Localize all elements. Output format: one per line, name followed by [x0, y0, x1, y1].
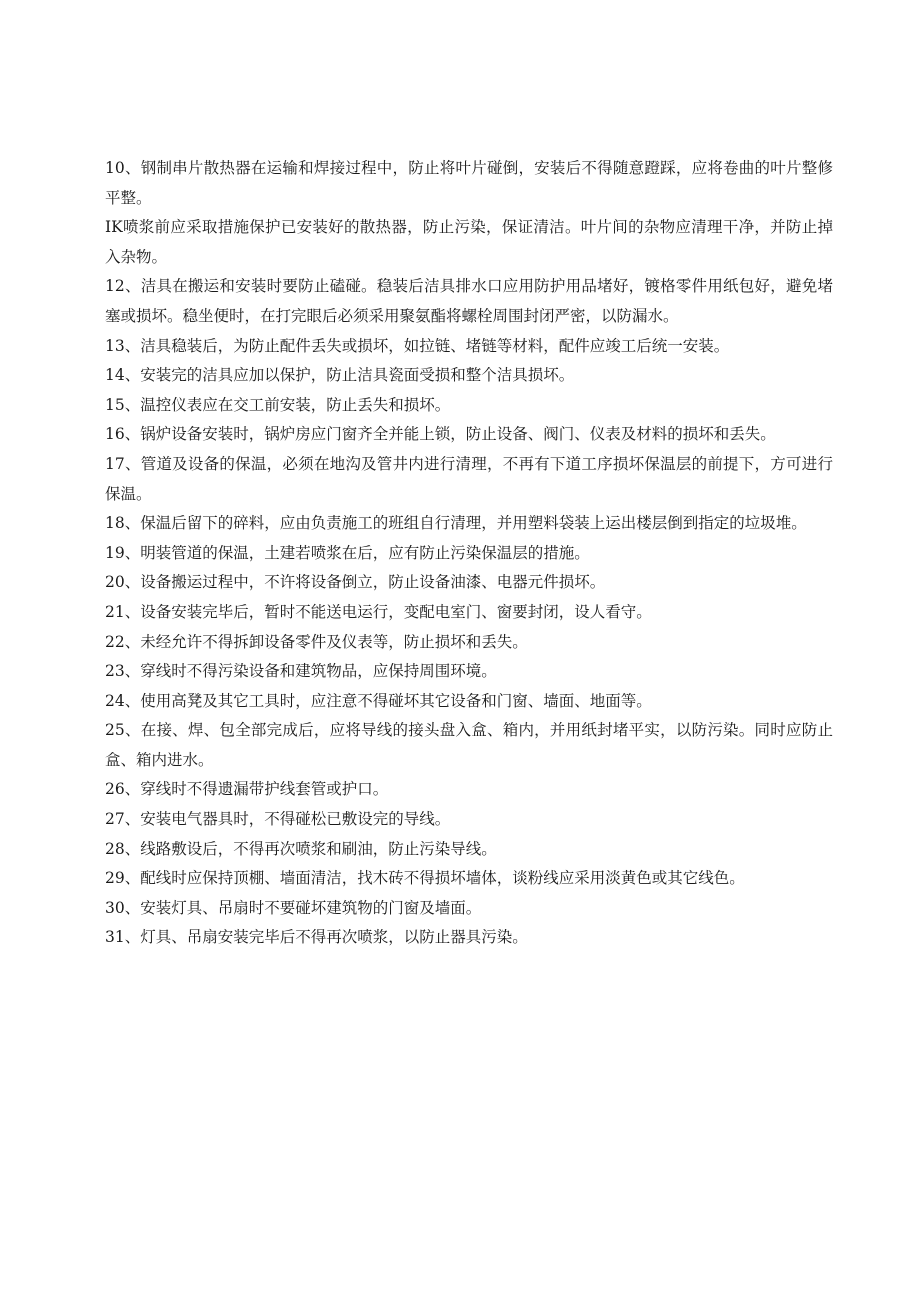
- paragraph-item-18: 18、保温后留下的碎料，应由负责施工的班组自行清理，并用塑料袋装上运出楼层倒到指定的垃圾堆。: [105, 514, 807, 533]
- paragraph-item-10: 10、钢制串片散热器在运输和焊接过程中，防止将叶片碰倒，安装后不得随意蹬踩，应将卷曲的叶片整修平整。: [105, 159, 833, 207]
- paragraph-item-30: 30、安装灯具、吊扇时不要碰坏建筑物的门窗及墙面。: [105, 898, 482, 917]
- document-body: [105, 154, 833, 953]
- paragraph-item-28: 28、线路敷设后，不得再次喷浆和刷油，防止污染导线。: [105, 839, 497, 858]
- paragraph-item-15: 15、温控仪表应在交工前安装，防止丢失和损坏。: [105, 395, 451, 414]
- paragraph-item-22: 22、未经允许不得拆卸设备零件及仪表等，防止损坏和丢失。: [105, 632, 528, 651]
- paragraph-item-20: 20、设备搬运过程中，不许将设备倒立，防止设备油漆、电器元件损坏。: [105, 573, 606, 592]
- paragraph-item-19: 19、明装管道的保温，土建若喷浆在后，应有防止污染保温层的措施。: [105, 543, 590, 562]
- paragraph-item-21: 21、设备安装完毕后，暂时不能送电运行，变配电室门、窗要封闭，设人看守。: [105, 602, 652, 621]
- paragraph-item-12: 12、洁具在搬运和安装时要防止磕碰。稳装后洁具排水口应用防护用品堵好，镀格零件用纸包好，避免堵塞或损坏。稳坐便时，在打完眼后必须采用聚氨酯将螺栓周围封闭严密，以防漏水。: [105, 277, 833, 325]
- paragraph-item-23: 23、穿线时不得污染设备和建筑物品，应保持周围环境。: [105, 662, 497, 681]
- paragraph-item-13: 13、洁具稳装后，为防止配件丢失或损坏，如拉链、堵链等材料，配件应竣工后统一安装。: [105, 336, 730, 355]
- paragraph-item-26: 26、穿线时不得遗漏带护线套管或护口。: [105, 780, 389, 799]
- paragraph-item-14: 14、安装完的洁具应加以保护，防止洁具瓷面受损和整个洁具损坏。: [105, 366, 575, 385]
- paragraph-item-25: 25、在接、焊、包全部完成后，应将导线的接头盘入盒、箱内，并用纸封堵平实，以防污染。同时应防止盒、箱内进水。: [105, 721, 833, 769]
- paragraph-item-29: 29、配线时应保持顶棚、墙面清洁，找木砖不得损坏墙体，谈粉线应采用淡黄色或其它线色。: [105, 869, 745, 888]
- paragraph-item-24: 24、使用高凳及其它工具时，应注意不得碰坏其它设备和门窗、墙面、地面等。: [105, 691, 652, 710]
- paragraph-item-31: 31、灯具、吊扇安装完毕后不得再次喷浆，以防止器具污染。: [105, 928, 528, 947]
- paragraph-item-16: 16、锅炉设备安装时，锅炉房应门窗齐全并能上锁，防止设备、阀门、仪表及材料的损坏和丢失。: [105, 425, 776, 444]
- paragraph-item-17: 17、管道及设备的保温，必须在地沟及管井内进行清理，不再有下道工序损坏保温层的前提下，方可进行保温。: [105, 454, 833, 503]
- paragraph-item-11: IK喷浆前应采取措施保护已安装好的散热器，防止污染，保证清洁。叶片间的杂物应清理干净，并防止掉入杂物。: [105, 218, 833, 266]
- paragraph-item-27: 27、安装电气器具时，不得碰松已敷设完的导线。: [105, 810, 451, 829]
